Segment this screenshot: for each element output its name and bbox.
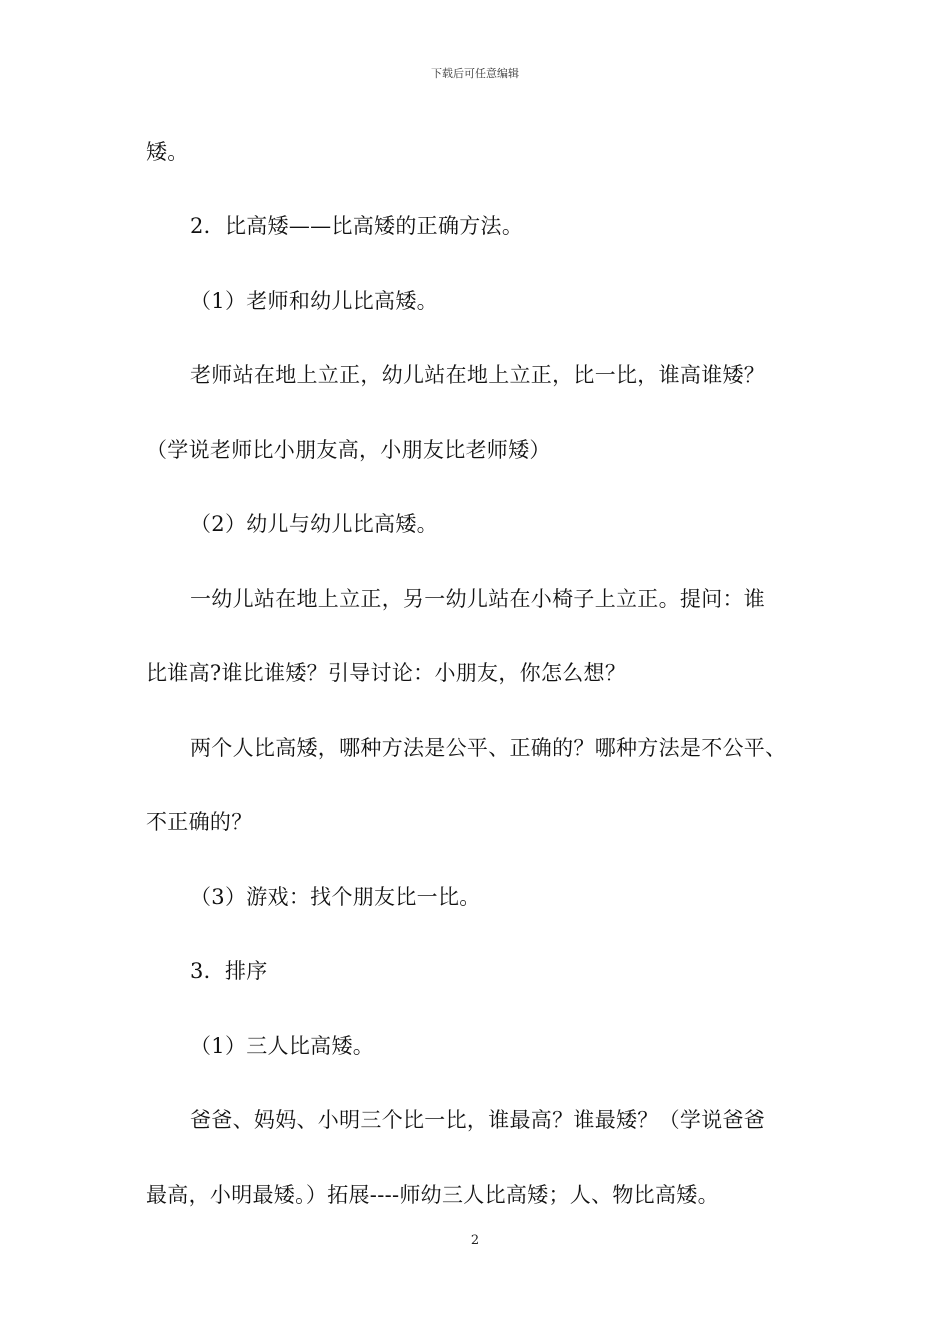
- page-number: 2: [470, 1233, 480, 1248]
- text-line-14: 爸爸、妈妈、小明三个比一比，谁最高？谁最矮？（学说爸爸: [190, 1108, 766, 1132]
- text-line-10: 不正确的？: [146, 810, 253, 834]
- text-line-3: （1）老师和幼儿比高矮。: [190, 289, 438, 313]
- text-line-2: 2．比高矮——比高矮的正确方法。: [190, 214, 524, 238]
- text-line-5: （学说老师比小朋友高，小朋友比老师矮）: [146, 438, 551, 462]
- text-line-11: （3）游戏：找个朋友比一比。: [190, 885, 481, 909]
- text-line-9: 两个人比高矮，哪种方法是公平、正确的？哪种方法是不公平、: [190, 736, 787, 760]
- text-line-1: 矮。: [146, 140, 189, 164]
- text-line-13: （1）三人比高矮。: [190, 1034, 375, 1058]
- text-line-7: 一幼儿站在地上立正，另一幼儿站在小椅子上立正。提问：谁: [190, 587, 766, 611]
- text-line-8: 比谁高?谁比谁矮？引导讨论：小朋友，你怎么想？: [146, 661, 627, 685]
- page-header: 下载后可任意编辑: [431, 67, 519, 80]
- text-line-12: 3．排序: [190, 959, 268, 983]
- text-line-15: 最高，小明最矮。）拓展----师幼三人比高矮；人、物比高矮。: [146, 1183, 719, 1207]
- text-line-6: （2）幼儿与幼儿比高矮。: [190, 512, 438, 536]
- text-line-4: 老师站在地上立正，幼儿站在地上立正，比一比，谁高谁矮？: [190, 363, 766, 387]
